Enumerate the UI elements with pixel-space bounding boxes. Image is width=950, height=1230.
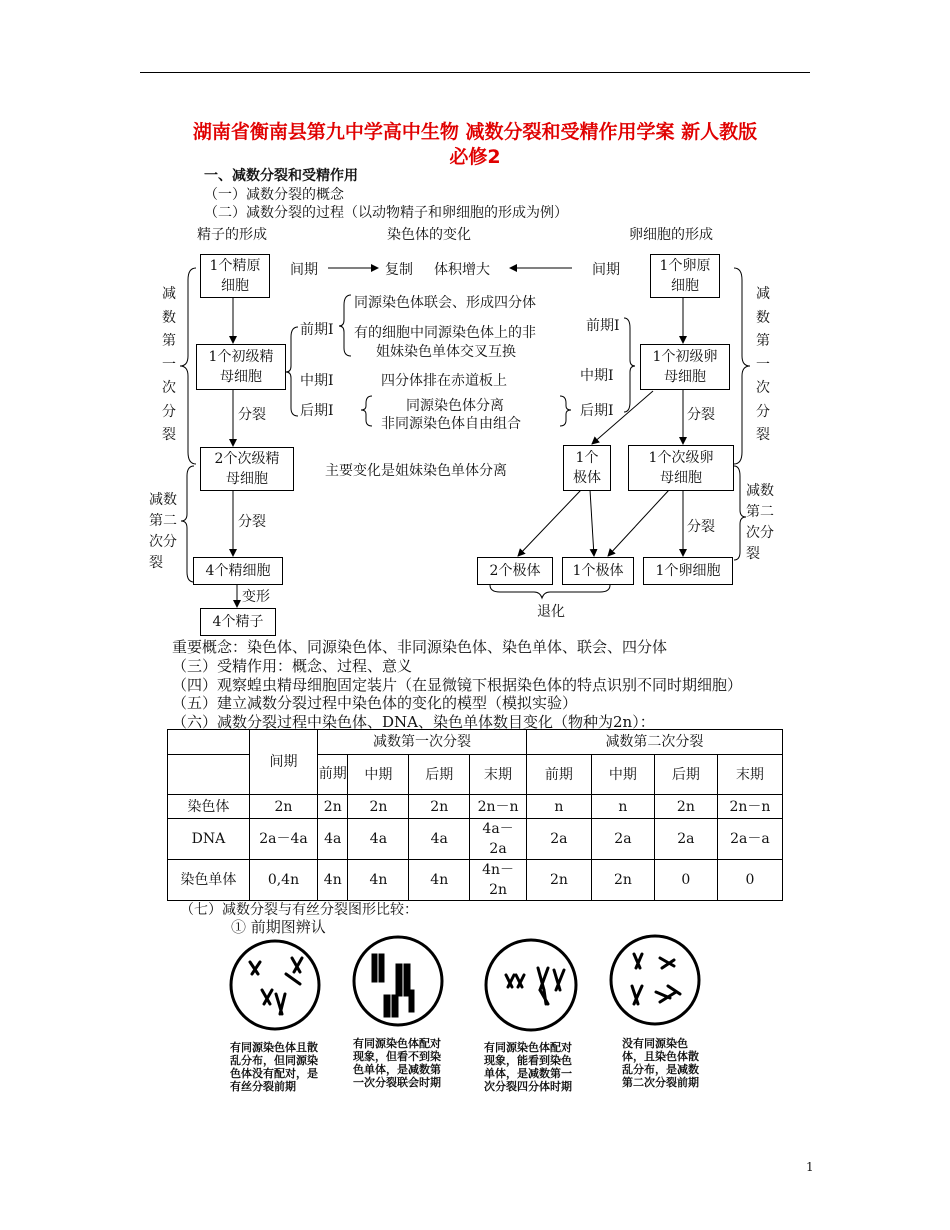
secondary-oocyte-box: 1个次级卵 母细胞	[628, 445, 734, 491]
table-cell: 2a	[654, 819, 717, 860]
table-cell: 2a	[591, 819, 654, 860]
table-cell: 2n	[654, 795, 717, 819]
th-m2-metaphase: 中期	[591, 755, 654, 795]
primary-spermatocyte-box: 1个初级精 母细胞	[196, 344, 286, 390]
secondary-spermatocyte-box: 2个次级精 母细胞	[200, 447, 294, 491]
anaphase-text-2: 非同源染色体自由组合	[381, 416, 521, 432]
caption-meiosis2-prophase: 没有同源染色体，且染色体散乱分布，是减数第二次分裂前期	[622, 1037, 699, 1089]
prophase1-left: 前期Ⅰ	[300, 322, 334, 338]
table-cell: 2n	[318, 795, 348, 819]
first-polar-body-box: 1个 极体	[563, 445, 611, 491]
polar-bodies-2-box: 2个极体	[477, 557, 553, 585]
table-cell: 2n	[348, 795, 409, 819]
th-m1-telophase: 末期	[470, 755, 527, 795]
table-cell: 4n	[348, 860, 409, 901]
key-concepts: 重要概念：染色体、同源染色体、非同源染色体、染色单体、联会、四分体	[172, 638, 668, 656]
divide-label-2: 分裂	[238, 514, 266, 530]
col-egg-formation: 卵细胞的形成	[629, 227, 713, 243]
metaphase-text: 四分体排在赤道板上	[381, 373, 507, 389]
th-m2-anaphase: 后期	[654, 755, 717, 795]
col-chromosome-change: 染色体的变化	[387, 227, 471, 243]
table-cell: 4a－2a	[470, 819, 527, 860]
left-meiosis2-label: 减数 第二 次分 裂	[149, 492, 177, 571]
table-corner-2	[168, 755, 250, 795]
right-meiosis1-label: 减 数 第 一 次 分 裂	[756, 286, 770, 443]
divide-label-4: 分裂	[687, 519, 715, 535]
table-cell: 2a－a	[717, 819, 782, 860]
table-cell: n	[591, 795, 654, 819]
item-concept: （一）减数分裂的概念	[204, 187, 344, 203]
metaphase1-right: 中期Ⅰ	[580, 368, 614, 384]
polar-body-1-box: 1个极体	[562, 557, 634, 585]
egg-cell-box: 1个卵细胞	[643, 557, 733, 585]
table-row	[168, 819, 783, 860]
transform-label: 变形	[242, 589, 270, 605]
main-change-text: 主要变化是姐妹染色单体分离	[325, 463, 507, 479]
th-m1-anaphase: 后期	[409, 755, 470, 795]
caption-tetrad: 有同源染色体配对现象，能看到染色单体，是减数第一次分裂四分体时期	[484, 1041, 572, 1093]
table-cell: 2a－4a	[249, 819, 317, 860]
table-row	[168, 860, 783, 901]
caption-mitosis-prophase: 有同源染色体且散乱分布，但同源染色体没有配对，是有丝分裂前期	[230, 1041, 318, 1093]
item-observation: （四）观察蝗虫精母细胞固定装片（在显微镜下根据染色体的特点识别不同时期细胞）	[172, 676, 743, 694]
divide-label-1: 分裂	[238, 407, 266, 423]
divide-label-3: 分裂	[687, 407, 715, 423]
table-cell: 0,4n	[249, 860, 317, 901]
table-cell: 4n	[318, 860, 348, 901]
table-cell: 2n	[591, 860, 654, 901]
section7-sub: ① 前期图辨认	[231, 918, 326, 936]
interphase-left: 间期	[290, 262, 318, 278]
prophase-text-3: 姐妹染色单体交叉互换	[376, 344, 516, 360]
table-cell: 0	[654, 860, 717, 901]
chromosome-number-table	[167, 729, 783, 901]
table-cell: 2n	[526, 860, 591, 901]
table-cell: 2n	[409, 795, 470, 819]
table-cell: n	[526, 795, 591, 819]
title-line1: 湖南省衡南县第九中学高中生物 减数分裂和受精作用学案 新人教版	[192, 121, 758, 143]
th-meiosis1: 减数第一次分裂	[318, 730, 527, 755]
anaphase1-right: 后期Ⅰ	[580, 403, 614, 419]
table-corner	[168, 730, 250, 755]
primary-oocyte-box: 1个初级卵 母细胞	[640, 344, 730, 390]
table-cell: 2n－n	[717, 795, 782, 819]
th-m2-prophase: 前期	[526, 755, 591, 795]
table-cell: 4n	[409, 860, 470, 901]
section-heading: 一、减数分裂和受精作用	[204, 168, 358, 184]
interphase-right: 间期	[592, 262, 620, 278]
anaphase1-left: 后期Ⅰ	[300, 403, 334, 419]
th-m1-prophase: 前期	[318, 755, 348, 795]
prophase-text-1: 同源染色体联会、形成四分体	[354, 295, 536, 311]
degenerate-label: 退化	[537, 604, 565, 620]
table-cell: 2n－n	[470, 795, 527, 819]
table-cell: 2n	[249, 795, 317, 819]
page-number: 1	[806, 1160, 814, 1174]
item-fertilization: （三）受精作用：概念、过程、意义	[172, 657, 413, 675]
item-model: （五）建立减数分裂过程中染色体的变化的模型（模拟实验）	[172, 694, 578, 712]
title-line2: 必修2	[449, 146, 501, 168]
row-label-chromatid: 染色单体	[168, 860, 250, 901]
th-meiosis2: 减数第二次分裂	[526, 730, 782, 755]
table-cell: 4a	[409, 819, 470, 860]
replicate-label: 复制	[385, 262, 413, 278]
th-m1-metaphase: 中期	[348, 755, 409, 795]
row-label-chromosome: 染色体	[168, 795, 250, 819]
table-cell: 0	[717, 860, 782, 901]
section7-heading: （七）减数分裂与有丝分裂图形比较：	[180, 902, 418, 918]
right-meiosis2-label: 减数 第二 次分 裂	[746, 483, 774, 562]
anaphase-text-1: 同源染色体分离	[406, 398, 504, 414]
sperm-box: 4个精子	[200, 608, 276, 636]
spermatogonium-box: 1个精原 细胞	[200, 254, 270, 298]
volume-label: 体积增大	[434, 262, 490, 278]
metaphase1-left: 中期Ⅰ	[300, 373, 334, 389]
left-meiosis1-label: 减 数 第 一 次 分 裂	[162, 286, 176, 443]
prophase1-right: 前期Ⅰ	[586, 318, 620, 334]
col-sperm-formation: 精子的形成	[197, 227, 267, 243]
row-label-dna: DNA	[168, 819, 250, 860]
table-cell: 4a	[348, 819, 409, 860]
table-row	[168, 795, 783, 819]
prophase-text-2: 有的细胞中同源染色体上的非	[354, 325, 536, 341]
caption-synapsis: 有同源染色体配对现象，但看不到染色单体，是减数第一次分裂联会时期	[353, 1037, 441, 1089]
th-interphase: 间期	[249, 730, 317, 795]
table-cell: 4a	[318, 819, 348, 860]
spermatids-box: 4个精细胞	[193, 557, 283, 585]
item-process: （二）减数分裂的过程（以动物精子和卵细胞的形成为例）	[204, 205, 568, 221]
th-m2-telophase: 末期	[717, 755, 782, 795]
oogonium-box: 1个卵原 细胞	[650, 254, 720, 298]
table-cell: 2a	[526, 819, 591, 860]
item-number-change: （六）减数分裂过程中染色体、DNA、染色单体数目变化（物种为2n）：	[172, 713, 655, 731]
table-cell: 4n－2n	[470, 860, 527, 901]
